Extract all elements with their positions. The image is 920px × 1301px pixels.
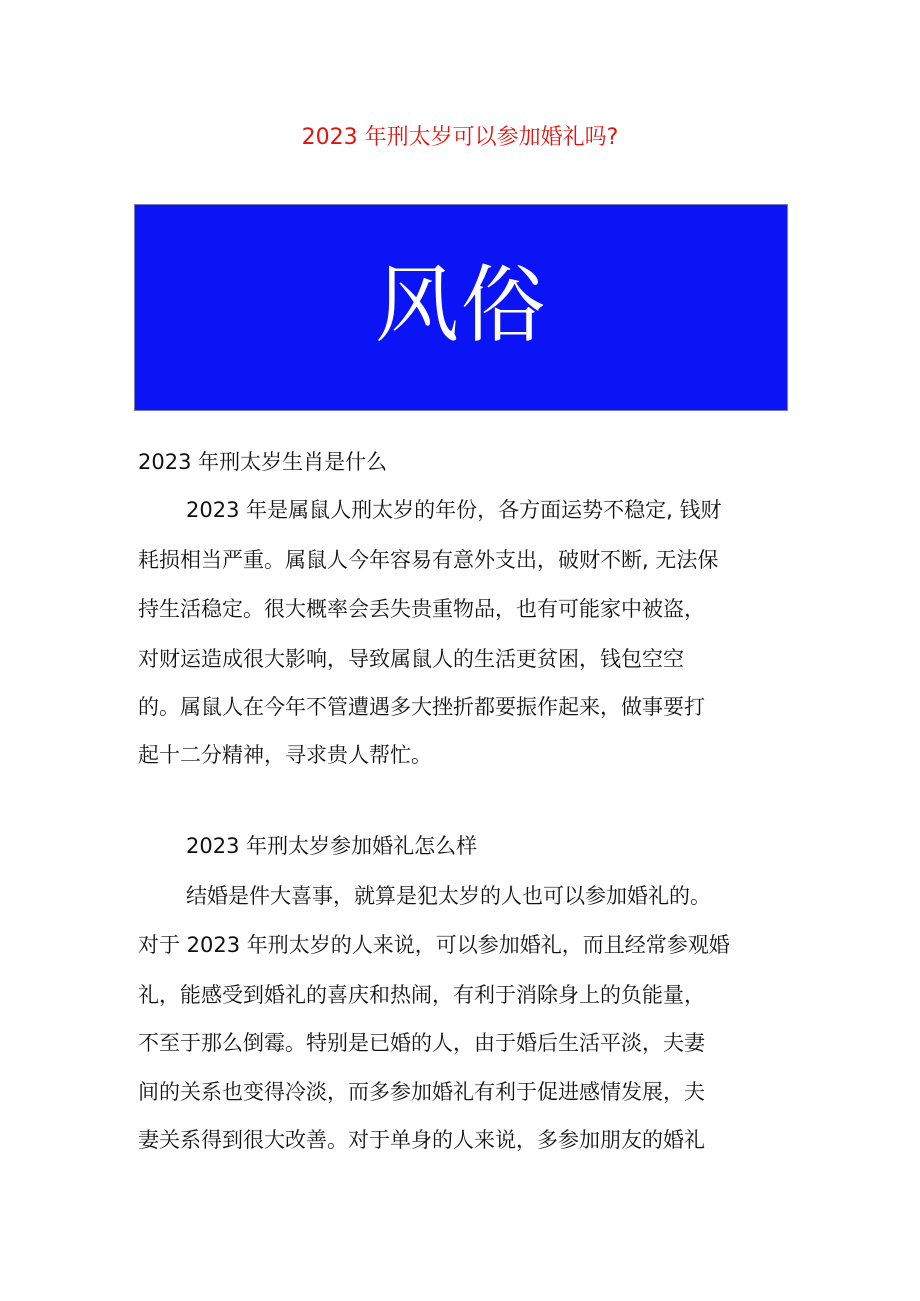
banner-text: 风俗 <box>374 256 547 354</box>
paragraph-line: 不至于那么倒霉。特别是已婚的人，由于婚后生活平淡，夫妻 <box>138 1031 705 1055</box>
paragraph-line: 2023 年是属鼠人刑太岁的年份，各方面运势不稳定, 钱财 <box>186 498 722 522</box>
paragraph-line: 对财运造成很大影响，导致属鼠人的生活更贫困，钱包空空 <box>138 647 684 671</box>
paragraph-line: 礼，能感受到婚礼的喜庆和热闹，有利于消除身上的负能量， <box>138 983 705 1007</box>
banner <box>134 204 788 411</box>
paragraph-line: 的。属鼠人在今年不管遭遇多大挫折都要振作起来，做事要打 <box>138 695 705 719</box>
paragraph-line: 对于 2023 年刑太岁的人来说，可以参加婚礼，而且经常参观婚 <box>138 933 730 957</box>
document-title: 2023 年刑太岁可以参加婚礼吗? <box>301 125 619 150</box>
paragraph-line: 持生活稳定。很大概率会丢失贵重物品，也有可能家中被盗， <box>138 597 705 621</box>
paragraph-line: 耗损相当严重。属鼠人今年容易有意外支出，破财不断, 无法保 <box>138 548 719 572</box>
paragraph-line: 间的关系也变得冷淡，而多参加婚礼有利于促进感情发展，夫 <box>138 1080 705 1104</box>
paragraph-line: 起十二分精神，寻求贵人帮忙。 <box>138 743 432 767</box>
section-heading: 2023 年刑太岁生肖是什么 <box>138 450 388 474</box>
paragraph-line: 妻关系得到很大改善。对于单身的人来说，多参加朋友的婚礼 <box>138 1128 705 1152</box>
section-heading: 2023 年刑太岁参加婚礼怎么样 <box>186 834 478 858</box>
paragraph-line: 结婚是件大喜事，就算是犯太岁的人也可以参加婚礼的。 <box>186 884 711 908</box>
